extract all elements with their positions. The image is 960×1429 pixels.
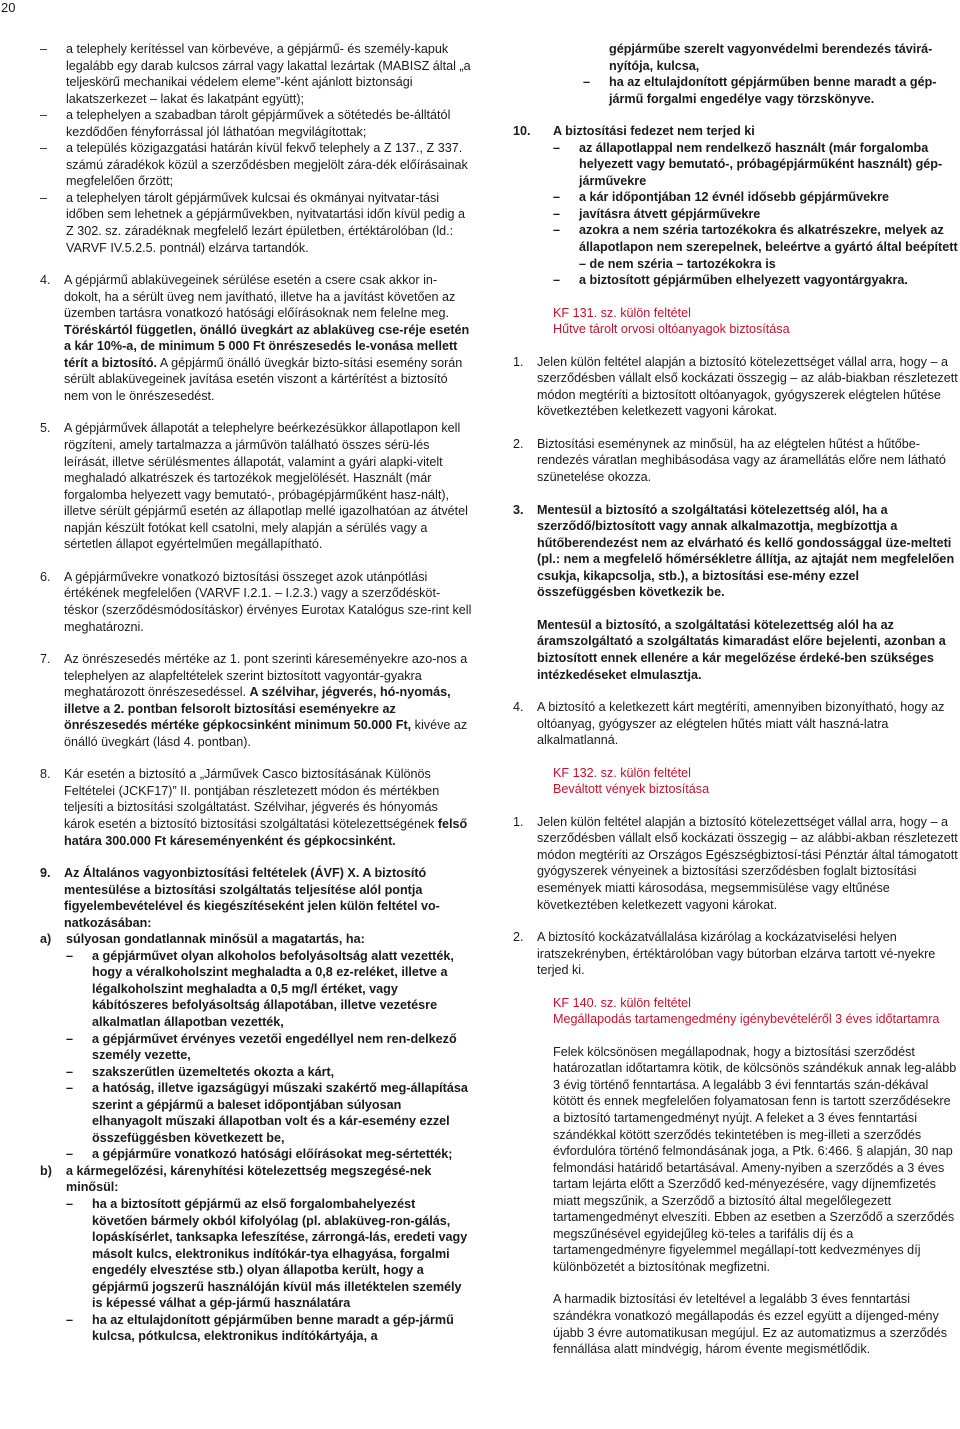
section-9: 9. Az Általános vagyonbiztosítási feltételek (ÁVF) X. A biztosító mentesülése a biztosítási szolgáltatás teljesítése alól pontja figyelembevételével és kiegészítéseként jelen külön feltétel vo-natkozásában: [40, 866, 440, 930]
section-4: 4. A gépjármű ablaküvegeinek sérülése esetén a csere csak akkor in-dokolt, ha a sérült üveg nem javítható, illetve ha a javítást követően az üzemben tartásra vonatkozó hatósági előírásoknak nem felelne meg. Töréskártól független, önálló üvegkárt az ablaküveg cse-réje esetén a kár 10%-a, de minimum 5 000 Ft önrészesedés le-vonása mellett térít a biztosító. A gépjármű önálló üvegkár bizto-sítási esemény során sérült ablaküvegeinek javítása esetén viszont a kártérítést a biztosító nem von le önrészesedést. [40, 273, 470, 403]
list-item: – a kár időpontjában 12 évnél idősebb gépjárművekre [553, 190, 890, 205]
section-5: 5. A gépjárművek állapotát a telephelyre beérkezésükkor állapotlapon kell rögzíteni, amely tartalmazza a járművön található összes sérü-lés leírását, illetve sérülésmentes állapotát, valamint a gyári alapki-vitelt meghaladó alkatrészek és tartozékok megjelölését. Használt (már forgalomba helyezett vagy bemutató-, próbagépjárműként hasz-nált), illetve sérült gépjármű esetén az állapotlap mellé igazolhatóan az átvétel napján készült fotókat kell csatolni, mely alapján a sérülés vagy a sértetlen állapot egyértelműen megállapítható. [40, 421, 468, 552]
list-item: 1. Jelen külön feltétel alapján a biztosító kötelezettséget vállal arra, hogy – a szerződésben vállalt első kockázati összegig – az alábbi-akban részletezett módon megtéríti az Országos Egészségbiztosí-tási Pénztár által támogatott gyógyszerek vényeinek a biztosítási szerződésben foglalt biztosítási események miatti károsodása, megsemmisülése vagy eltűnése következtében keletkezett vagyoni károkat. [513, 814, 958, 912]
section-8: 8. Kár esetén a biztosító a „Járművek Casco biztosításának Különös Feltételei (JCKF17)” II. pontjában részletezett módon és mértékben teljesíti a biztosítási szolgáltatást. Szélvihar, jégverés és hónyomás károk esetén a biztosító biztosítási szolgáltatási kötelezettségének felső határa 300.000 Ft káreseményenként és gépkocsinként. [40, 767, 468, 848]
list-item: – ha a biztosított gépjármű az első forgalombahelyezést követően bármely okból kifolyólag (pl. ablaküveg-ron-gálás, lopáskísérlet, tanksapka lefeszítése, zárrongá-lás, eredeti vagy másolt kulcs, elektronikus indítókár-tya elhagyása, forgalmi engedély elvesztése stb.) olyan állapotba került, hogy a gépjármű jogszerű használóján kívül más illetéktelen személy is képessé válhat a gép-jármű használatára [66, 1197, 468, 1311]
section-10: 10. A biztosítási fedezet nem terjed ki – az állapotlappal nem rendelkező használt (már forgalomba helyezett vagy bemutató-, próbagépjárműként használt) gép-járművekre – a kár időpontjában 12 évnél idősebb gépjárművekre – javításra átvett gépjárművekre – azokra a nem széria tartozékokra és alkatrészekre, melyek az állapotlapon nem szerepelnek, beleértve a gyártó által beépített – de nem széria – tartozékokra is – a biztosított gépjárműben elhelyezett vagyontárgyakra. [513, 124, 958, 288]
kf132-code: KF 132. sz. külön feltétel [553, 765, 691, 780]
list-item: – a telephelyen tárolt gépjárművek kulcsai és okmányai nyitvatar-tási időben sem lehetnek a gépjárművekben, nyitvatartási időn kívül pedig a Z 302. sz. záradéknak megfelelő lezárt épületben, értéktárolóban (ld.: VARVF IV.5.2.5. pontnál) elzárva tartandók. [40, 190, 466, 255]
list-item: 3. Mentesül a biztosító a szolgáltatási kötelezettség alól, ha a szerződő/biztosított vagy annak alkalmazottja, megbízottja a hűtőberendezést nem az elvárható és kellő gondossággal üze-melteti (pl.: nem a megfelelő hőmérsékletre állítja, az ajtaját nem megfelelően csukja, kikapcsolja, stb.), a biztosítási ese-mény ezzel összefüggésben következik be. [513, 502, 955, 600]
list-item: – azokra a nem széria tartozékokra és alkatrészekre, melyek az állapotlapon nem szerepelnek, beleértve a gyártó által beépített – de nem széria – tartozékokra is [553, 223, 958, 271]
list-item: – az állapotlappal nem rendelkező használt (már forgalomba helyezett vagy bemutató-, próbagépjárműként használt) gép-járművekre [553, 140, 943, 188]
continued-text: gépjárműbe szerelt vagyonvédelmi berendezés távirá-nyítója, kulcsa, [609, 42, 933, 73]
kf131-title: Hűtve tárolt orvosi oltóanyagok biztosítása [553, 322, 790, 337]
section-6: 6. A gépjárművekre vonatkozó biztosítási összeget azok utánpótlási értékének megfelelően (VARVF I.2.1. – I.2.3.) vagy a szerződésköt-téskor (szerződésmódosításkor) érvényes Eurotax Katalógus sze-rint kell meghatározni. [40, 569, 472, 634]
list-item: – javításra átvett gépjárművekre [553, 206, 761, 221]
kf132-title: Beváltott vények biztosítása [553, 782, 710, 797]
kf140-code: KF 140. sz. külön feltétel [553, 995, 691, 1010]
section-7: 7. Az önrészesedés mértéke az 1. pont szerinti káreseményekre azo-nos a telephelyen az alapfeltételek szerint biztosított vagyontár-gyakra meghatározott önrészesedéssel. A szélvihar, jégverés, hó-nyomás, illetve a 2. pontban felsorolt biztosítási eseményekre az önrészesedés mértéke gépkocsinként minimum 50.000 Ft, kivéve az önálló üvegkárt (lásd 4. pontban). [40, 652, 468, 749]
kf140-paragraph: Felek kölcsönösen megállapodnak, hogy a biztosítási szerződést határozatlan időtartamra kötik, de kölcsönös szándékuk annak leg-alább 3 évig történő fenntartása. A legalább 3 évi fenntartás szán-dékával kötött és ennek megfelelően folyamatosan fenn is tartott szerződésekre a biztosító tartamengedményt nyújt. A feleket a 3 éves fenntartási szándékkal kötött szerződés tekintetében is meg-illeti a szerződés évfordulóra történő felmondásának joga, a Ptk. 6:466. § alapján, 30 nap felmondási határidő betartásával. Ameny-nyiben a szerződés a 3 éves tartam lejárta előtt a Szerződő ked-ményezésére, vagy díjnemfizetés miatt megszűnik, a Szerződő a biztosító által megelőlegezett tartamengedményt elveszíti. Ebben az esetben a Szerződő a szerződés megszűnésével egyidejűleg kö-teles a tarifális díj és a tartamengedményre figyelemmel megállapí-tott kedvezményes díj különbözetét a biztosítónak megfizetni. [553, 1044, 957, 1274]
list-item: – a gépjárműre vonatkozó hatósági előírásokat meg-sértették; [66, 1147, 453, 1162]
kf140-title: Megállapodás tartamengedmény igénybevételéről 3 éves időtartamra [553, 1012, 940, 1027]
list-item: – a telephely kerítéssel van körbevéve, a gépjármű- és személy-kapuk legalább egy darab kulcsos zárral vagy lakattal lezártak (MABISZ által „a teljeskörű mechanikai védelem eleme”-ként ajánlott biztonsági lakatszerkezet – lakat és lakatpánt együtt); [40, 42, 471, 106]
list-item: – ha az eltulajdonított gépjárműben benne maradt a gép-jármű forgalmi engedélye vagy törzskönyve. [583, 75, 937, 106]
list-item: – a gépjárművet olyan alkoholos befolyásoltság alatt vezették, hogy a véralkoholszint meghaladta a 0,8 ez-reléket, illetve a légalkoholszint meghaladta a 0,5 mg/l értéket, vagy kábítószeres befolyásoltság állapotában, illetve vezetésre alkalmatlan állapotban vezették, [66, 948, 454, 1029]
list-item: – a hatóság, illetve igazságügyi műszaki szakértő meg-állapítása szerint a gépjármű a baleset időpontjában súlyosan elhanyagolt műszaki állapotban volt és a kár-esemény ezzel összefüggésben következett be, [66, 1081, 468, 1145]
kf131-code: KF 131. sz. külön feltétel [553, 305, 691, 320]
list-item: 1. Jelen külön feltétel alapján a biztosító kötelezettséget vállal arra, hogy – a szerződésben vállalt első kockázati összegig – az aláb-biakban részletezett módon megtéríti a biztosított oltóanyagok, gyógyszerek elégtelen hűtése következtében keletkezett vagyoni károkat. [513, 354, 958, 419]
list-item: – a település közigazgatási határán kívül fekvő telephely a Z 137., Z 337. számú záradékok közül a szerződésben megjelölt zára-dék előírásainak megfelelően őrzött; [40, 141, 468, 189]
right-column [513, 41, 958, 1358]
page-number: 20 [1, 0, 16, 15]
list-item: – a biztosított gépjárműben elhelyezett vagyontárgyakra. [553, 273, 908, 288]
section-9b: b) a kármegelőzési, kárenyhítési kötelezettség megszegésé-nek minősül: – ha a biztosított gépjármű az első forgalombahelyezést követően bármely okból kifolyólag (pl. ablaküveg-ron-gálás, lopáskísérlet, tanksapka lefeszítése, zárrongá-lás, eredeti vagy másolt kulcs, elektronikus indítókár-tya elhagyása, forgalmi engedély elvesztése stb.) olyan állapotba került, hogy a gépjármű jogszerű használóján kívül más illetéktelen személy is képessé válhat a gép-jármű használatára – ha az eltulajdonított gépjárműben benne maradt a gép-jármű kulcsa, pótkulcsa, elektronikus indítókártyája, a [40, 1163, 472, 1345]
list-item: – a telephelyen a szabadban tárolt gépjárművek a sötétedés be-álltától kezdődően fényforrással jól láthatóan megvilágítottak; [40, 108, 451, 139]
list-item: 2. A biztosító kockázatvállalása kizárólag a kockázatviselési helyen iratszekrényben, értéktárolóban vagy bútorban elzárva tartott vé-nyekre terjed ki. [513, 930, 936, 978]
kf131-exclusion: Mentesül a biztosító, a szolgáltatási kötelezettség alól ha az áramszolgáltató a szolgáltatás kimaradást előre bejelenti, azonban a biztosított ennek ellenére a kár megelőzése érdeké-ben szükséges intézkedéseket elmulasztja. [537, 617, 946, 682]
kf140-paragraph: A harmadik biztosítási év leteltével a legalább 3 éves fenntartási szándékra vonatkozó megállapodás és ezzel együtt a díjenged-mény újabb 3 évre automatikusan megújul. Ez az automatizmus a szerződés fennállása alatt mindvégig, három évente megismétlődik. [553, 1292, 948, 1357]
left-column [40, 41, 472, 1345]
list-item: 4. A biztosító a keletkezett kárt megtéríti, amennyiben bizonyítható, hogy az oltóanyag, gyógyszer az elégtelen hűtés miatt vált haszná-latra alkalmatlanná. [513, 700, 945, 748]
list-item: – szakszerűtlen üzemeltetés okozta a kárt, [66, 1064, 335, 1079]
section-9a: a) súlyosan gondatlannak minősül a magatartás, ha: – a gépjárművet olyan alkoholos befolyásoltság alatt vezették, hogy a véralkoholszint meghaladta a 0,8 ez-reléket, illetve a légalkoholszint meghaladta a 0,5 mg/l értéket, vagy kábítószeres befolyásoltság állapotában, illetve vezetésre alkalmatlan állapotban vezették, – a gépjárművet érvényes vezetői engedéllyel nem ren-delkező személy vezette, – szakszerűtlen üzemeltetés okozta a kárt, – a hatóság, illetve igazságügyi műszaki szakértő meg-állapítása szerint a gépjármű a baleset időpontjában súlyosan elhanyagolt műszaki állapotban volt és a kár-esemény ezzel összefüggésben következett be, – a gépjárműre vonatkozó hatósági előírásokat meg-sértették; [40, 931, 472, 1163]
list-item: 2. Biztosítási eseménynek az minősül, ha az elégtelen hűtést a hűtőbe-rendezés váratlan meghibásodása vagy az áramellátás előre nem látható szünetelése okozza. [513, 436, 946, 485]
list-item: – a gépjárművet érvényes vezetői engedéllyel nem ren-delkező személy vezette, [66, 1031, 457, 1063]
list-item: – ha az eltulajdonított gépjárműben benne maradt a gép-jármű kulcsa, pótkulcsa, elektronikus indítókártyája, a [66, 1312, 454, 1344]
